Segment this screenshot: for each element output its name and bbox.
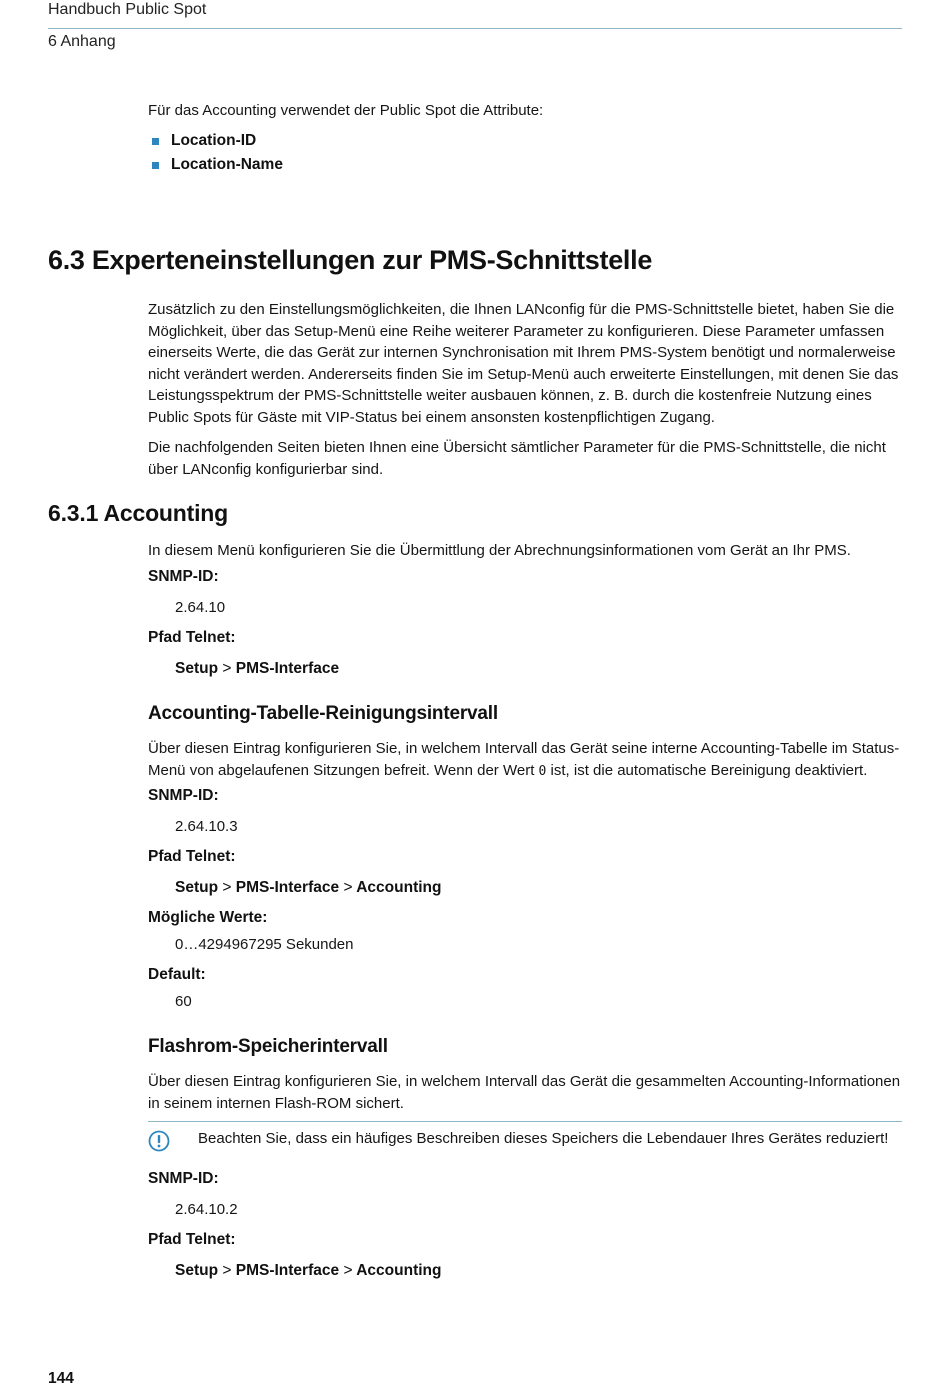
- list-item-label: Location-ID: [171, 132, 257, 149]
- path-segment: Accounting: [356, 1262, 442, 1279]
- path-separator: >: [222, 879, 232, 896]
- page-number: 144: [48, 1370, 74, 1387]
- telnet-path: [175, 879, 441, 897]
- snmp-id-label: SNMP-ID:: [148, 568, 219, 585]
- header-divider: [48, 28, 902, 29]
- list-item: [152, 156, 283, 174]
- path-segment: PMS-Interface: [235, 879, 340, 896]
- path-separator: >: [222, 1262, 232, 1279]
- path-segment: Setup: [175, 879, 219, 896]
- inline-code: 0: [538, 763, 547, 779]
- default-value: 60: [175, 993, 192, 1010]
- snmp-id-value: 2.64.10.3: [175, 818, 238, 835]
- telnet-path-label: Pfad Telnet:: [148, 1231, 236, 1248]
- section-paragraph: Zusätzlich zu den Einstellungsmöglichkeiten, die Ihnen LANconfig für die PMS-Schnittstelle bietet, haben Sie die Möglichkeit, über das Setup-Menü eine Reihe weiterer Parameter zu konfigurieren. Diese Parameter umfassen einerseits Werte, die das Gerät zur internen Synchronisation mit Ihrem PMS-System benötigt und normalerweise nicht verändert werden. Andererseits finden Sie im Setup-Menü auch erweiterte Einstellungen, mit denen Sie das Leistungsspektrum der PMS-Schnittstelle weiter ausbauen können, z. B. durch die kostenfreie Nutzung eines Public Spots für Gäste mit VIP-Status bei einem ansonsten kostenpflichtigen Zugang.: [148, 301, 899, 426]
- path-segment: Setup: [175, 1262, 219, 1279]
- bullet-icon: [152, 162, 159, 169]
- bullet-icon: [152, 138, 159, 145]
- warning-note: Beachten Sie, dass ein häufiges Beschreiben dieses Speichers die Lebendauer Ihres Gerätes reduziert!: [198, 1130, 889, 1147]
- possible-values: 0…4294967295 Sekunden: [175, 936, 354, 953]
- telnet-path-label: Pfad Telnet:: [148, 848, 236, 865]
- section-heading-6-3-1: 6.3.1 Accounting: [48, 500, 228, 526]
- telnet-path-label: Pfad Telnet:: [148, 629, 236, 646]
- telnet-path: [175, 660, 339, 678]
- telnet-path: [175, 1262, 441, 1280]
- list-item: [152, 132, 256, 150]
- path-separator: >: [343, 1262, 353, 1279]
- chapter-label: 6 Anhang: [48, 33, 116, 50]
- parameter-description: Über diesen Eintrag konfigurieren Sie, in welchem Intervall das Gerät die gesammelten Accounting-Informationen in seinem internen Flash-ROM sichert.: [148, 1073, 901, 1112]
- section-paragraph: In diesem Menü konfigurieren Sie die Übermittlung der Abrechnungsinformationen vom Gerät an Ihr PMS.: [148, 542, 851, 559]
- default-label: Default:: [148, 966, 206, 983]
- path-segment: Accounting: [356, 879, 442, 896]
- note-divider: [148, 1121, 902, 1122]
- path-segment: Setup: [175, 660, 219, 677]
- snmp-id-value: 2.64.10.2: [175, 1201, 238, 1218]
- parameter-description: Über diesen Eintrag konfigurieren Sie, in welchem Intervall das Gerät seine interne Accounting-Tabelle im Status-Menü von abgelaufenen Sitzungen befreit. Wenn der Wert 0 ist, ist die automatische Bereinigung deaktiviert.: [148, 740, 900, 779]
- path-separator: >: [343, 879, 353, 896]
- snmp-id-label: SNMP-ID:: [148, 1170, 219, 1187]
- parameter-heading: Accounting-Tabelle-Reinigungsintervall: [148, 703, 498, 724]
- path-separator: >: [222, 660, 232, 677]
- section-heading-6-3: 6.3 Experteneinstellungen zur PMS-Schnittstelle: [48, 245, 653, 275]
- document-title: Handbuch Public Spot: [48, 1, 207, 18]
- snmp-id-label: SNMP-ID:: [148, 787, 219, 804]
- possible-values-label: Mögliche Werte:: [148, 909, 268, 926]
- snmp-id-value: 2.64.10: [175, 599, 226, 616]
- path-segment: PMS-Interface: [235, 1262, 340, 1279]
- parameter-heading: Flashrom-Speicherintervall: [148, 1036, 388, 1057]
- list-item-label: Location-Name: [171, 156, 283, 173]
- section-paragraph: Die nachfolgenden Seiten bieten Ihnen eine Übersicht sämtlicher Parameter für die PMS-Schnittstelle, die nicht über LANconfig konfigurierbar sind.: [148, 439, 886, 478]
- path-segment: PMS-Interface: [235, 660, 340, 677]
- intro-text: Für das Accounting verwendet der Public Spot die Attribute:: [148, 102, 544, 119]
- warning-icon: [148, 1130, 170, 1152]
